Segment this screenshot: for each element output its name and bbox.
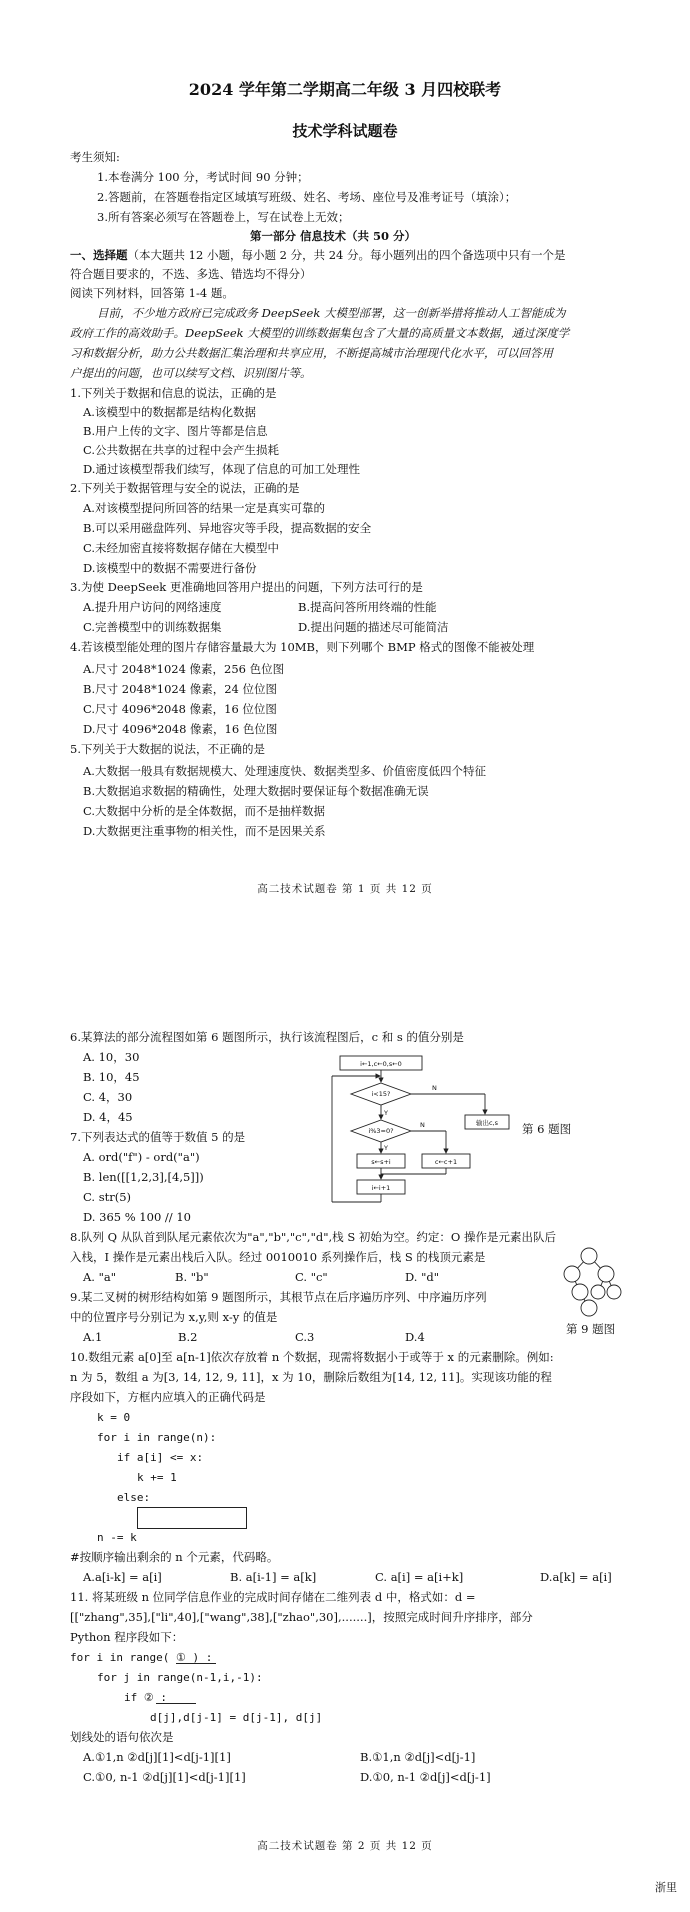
q11-option-d: D.①0, n-1 ②d[j]<d[j-1]	[360, 1770, 491, 1784]
q2-option-a: A.对该模型提问所回答的结果一定是真实可靠的	[83, 501, 325, 515]
tree-node	[591, 1285, 605, 1299]
passage-line-1: 目前，不少地方政府已完成政务 DeepSeek 大模型部署，这一创新举措将推动人工智能成为	[97, 306, 566, 320]
q5-option-b: B.大数据追求数据的精确性，处理大数据时要保证每个数据准确无误	[83, 784, 429, 798]
notice-3: 3.所有答案必须写在答题卷上，写在试卷上无效；	[97, 210, 350, 224]
q1-option-a: A.该模型中的数据都是结构化数据	[83, 405, 256, 419]
q9-binary-tree	[556, 1246, 622, 1318]
flow-yes-label-2: Y	[384, 1144, 388, 1152]
q4-option-d: D.尺寸 4096*2048 像素，16 色位图	[83, 722, 278, 736]
q11-line1: 11. 将某班级 n 位同学信息作业的完成时间存储在二维列表 d 中，格式如：d =	[70, 1590, 476, 1604]
q10-code-2: for i in range(n):	[97, 1431, 217, 1444]
tree-node	[598, 1266, 614, 1282]
tree-node-root	[581, 1248, 597, 1264]
q7-option-a: A. ord("f") - ord("a")	[83, 1150, 200, 1164]
passage-line-4: 户提出的问题，也可以续写文档、识别图片等。	[70, 366, 312, 380]
notice-heading: 考生须知:	[70, 150, 120, 164]
q3-stem: 3.为使 DeepSeek 更准确地回答用户提出的问题，下列方法可行的是	[70, 580, 423, 594]
q11-line2: [["zhang",35],["li",40],["wang",38],["zhao",30],.......]，按照完成时间升序排序，部分	[70, 1610, 533, 1624]
part-title: 第一部分 信息技术（共 50 分）	[250, 229, 417, 243]
q10-line2: n 为 5，数组 a 为[3, 14, 12, 9, 11]，x 为 10，删除后数组为[14, 12, 11]。实现该功能的程	[70, 1370, 552, 1384]
flow-output-text: 输出c,s	[475, 1119, 499, 1127]
q5-stem: 5.下列关于大数据的说法，不正确的是	[70, 742, 265, 756]
q6-option-b: B. 10，45	[83, 1070, 140, 1084]
q4-option-a: A.尺寸 2048*1024 像素，256 色位图	[83, 662, 285, 676]
flow-cond2-text: i%3=0?	[368, 1127, 394, 1135]
q11-blank-1-underline	[176, 1663, 216, 1664]
q5-option-c: C.大数据中分析的是全体数据，而不是抽样数据	[83, 804, 326, 818]
q9-line2: 中的位置序号分别记为 x,y,则 x-y 的值是	[70, 1310, 278, 1324]
q11-code-2: for j in range(n-1,i,-1):	[97, 1671, 263, 1684]
tree-node	[564, 1266, 580, 1282]
q7-option-d: D. 365 % 100 // 10	[83, 1210, 191, 1224]
corner-watermark: 浙里	[655, 1881, 677, 1894]
q9-option-c: C.3	[295, 1330, 315, 1344]
q10-line1: 10.数组元素 a[0]至 a[n-1]依次存放着 n 个数据，现需将数据小于或等于 x 的元素删除。例如:	[70, 1350, 554, 1364]
q2-option-c: C.未经加密直接将数据存储在大模型中	[83, 541, 280, 555]
notice-2: 2.答题前，在答题卷指定区域填写班级、姓名、考场、座位号及准考证号（填涂）；	[97, 190, 517, 204]
q10-option-d: D.a[k] = a[i]	[540, 1570, 612, 1584]
q8-option-d: D. "d"	[405, 1270, 440, 1284]
section-description	[70, 248, 566, 263]
q11-option-a: A.①1,n ②d[j][1]<d[j-1][1]	[83, 1750, 231, 1764]
q3-option-c: C.完善模型中的训练数据集	[83, 620, 222, 634]
q6-option-d: D. 4，45	[83, 1110, 133, 1124]
q11-code-1: for i in range( ① ) :	[70, 1651, 213, 1664]
q6-option-a: A. 10，30	[83, 1050, 140, 1064]
q2-option-b: B.可以采用磁盘阵列、异地容灾等手段，提高数据的安全	[83, 521, 372, 535]
q3-option-b: B.提高问答所用终端的性能	[298, 600, 437, 614]
q7-option-b: B. len([[1,2,3],[4,5]])	[83, 1170, 204, 1184]
q10-option-b: B. a[i-1] = a[k]	[230, 1570, 317, 1584]
exam-title: 2024 学年第二学期高二年级 3 月四校联考	[188, 80, 502, 99]
section-heading: 一、选择题	[70, 248, 128, 262]
flow-no-label-1: N	[432, 1084, 437, 1092]
q11-code-3: if ② :	[124, 1691, 167, 1704]
q10-option-c: C. a[i] = a[i+k]	[375, 1570, 464, 1584]
tree-node	[572, 1284, 588, 1300]
q1-option-b: B.用户上传的文字、图片等都是信息	[83, 424, 268, 438]
q10-code-1: k = 0	[97, 1411, 131, 1424]
q9-option-a: A.1	[83, 1330, 103, 1344]
tree-node	[581, 1300, 597, 1316]
tree-node	[607, 1285, 621, 1299]
q1-option-c: C.公共数据在共享的过程中会产生损耗	[83, 443, 280, 457]
q6-figure-caption: 第 6 题图	[522, 1122, 572, 1136]
q9-option-d: D.4	[405, 1330, 425, 1344]
q10-code-6: n -= k	[97, 1531, 137, 1544]
q10-option-a: A.a[i-k] = a[i]	[83, 1570, 162, 1584]
reading-intro: 阅读下列材料，回答第 1-4 题。	[70, 286, 234, 300]
q4-option-c: C.尺寸 4096*2048 像素，16 位位图	[83, 702, 277, 716]
q11-ask: 划线处的语句依次是	[70, 1730, 174, 1744]
q2-stem: 2.下列关于数据管理与安全的说法，正确的是	[70, 481, 300, 495]
q9-line1: 9.某二叉树的树形结构如第 9 题图所示，其根节点在后序遍历序列、中序遍历序列	[70, 1290, 487, 1304]
q10-line3: 序段如下，方框内应填入的正确代码是	[70, 1390, 266, 1404]
flow-init-text: i←1,c←0,s←0	[360, 1060, 402, 1068]
exam-subtitle: 技术学科试题卷	[292, 122, 398, 140]
flow-i-text: i←i+1	[371, 1184, 391, 1192]
q8-option-c: C. "c"	[295, 1270, 328, 1284]
q10-code-3: if a[i] <= x:	[117, 1451, 204, 1464]
q7-option-c: C. str(5)	[83, 1190, 132, 1204]
section-desc-line1: （本大题共 12 小题，每小题 2 分，共 24 分。每小题列出的四个备选项中只有一个是	[127, 248, 566, 262]
q6-flowchart	[320, 1052, 530, 1212]
q3-option-d: D.提出问题的描述尽可能简洁	[298, 620, 449, 634]
q9-figure-caption: 第 9 题图	[566, 1322, 616, 1336]
q11-blank-2-underline	[156, 1703, 196, 1704]
section-desc-line2: 符合题目要求的，不选、多选、错选均不得分）	[70, 267, 312, 281]
q11-line3: Python 程序段如下：	[70, 1630, 184, 1644]
passage-line-2: 政府工作的高效助手。DeepSeek 大模型的训练数据集包含了大量的高质量文本数据，通过深度学	[70, 326, 570, 340]
q10-code-4: k += 1	[137, 1471, 177, 1484]
flow-cond1-text: i<15?	[371, 1090, 391, 1098]
flow-no-label-2: N	[420, 1121, 425, 1129]
q7-stem: 7.下列表达式的值等于数值 5 的是	[70, 1130, 246, 1144]
page2-footer: 高二技术试题卷 第 2 页 共 12 页	[257, 1840, 433, 1852]
q11-option-c: C.①0, n-1 ②d[j][1]<d[j-1][1]	[83, 1770, 246, 1784]
q10-answer-box	[137, 1507, 247, 1529]
q10-code-5: else:	[117, 1491, 151, 1504]
q9-option-b: B.2	[178, 1330, 198, 1344]
q6-stem: 6.某算法的部分流程图如第 6 题图所示，执行该流程图后，c 和 s 的值分别是	[70, 1030, 464, 1044]
notice-1: 1.本卷满分 100 分，考试时间 90 分钟；	[97, 170, 309, 184]
page1-footer: 高二技术试题卷 第 1 页 共 12 页	[257, 883, 433, 895]
q1-option-d: D.通过该模型帮我们续写，体现了信息的可加工处理性	[83, 462, 360, 476]
q5-option-a: A.大数据一般具有数据规模大、处理速度快、数据类型多、价值密度低四个特征	[83, 764, 486, 778]
q6-option-c: C. 4，30	[83, 1090, 133, 1104]
q3-option-a: A.提升用户访问的网络速度	[83, 600, 222, 614]
q2-option-d: D.该模型中的数据不需要进行备份	[83, 561, 257, 575]
flow-yes-label-1: Y	[384, 1109, 388, 1117]
q11-code-4: d[j],d[j-1] = d[j-1], d[j]	[150, 1711, 323, 1724]
q10-comment: #按顺序输出剩余的 n 个元素，代码略。	[70, 1550, 279, 1564]
flow-c-text: c←c+1	[434, 1158, 458, 1166]
q4-stem: 4.若该模型能处理的图片存储容量最大为 10MB，则下列哪个 BMP 格式的图像不能被处理	[70, 640, 535, 654]
q1-stem: 1.下列关于数据和信息的说法，正确的是	[70, 386, 277, 400]
q8-option-b: B. "b"	[175, 1270, 209, 1284]
q5-option-d: D.大数据更注重事物的相关性，而不是因果关系	[83, 824, 326, 838]
passage-line-3: 习和数据分析，助力公共数据汇集治理和共享应用，不断提高城市治理现代化水平，可以回答用	[70, 346, 553, 360]
q8-line2: 入栈，I 操作是元素出栈后入队。经过 0010010 系列操作后，栈 S 的栈顶元素是	[70, 1250, 486, 1264]
q4-option-b: B.尺寸 2048*1024 像素，24 位位图	[83, 682, 277, 696]
q11-option-b: B.①1,n ②d[j]<d[j-1]	[360, 1750, 476, 1764]
flow-s-text: s←s+i	[371, 1158, 391, 1166]
q8-line1: 8.队列 Q 从队首到队尾元素依次为"a","b","c","d",栈 S 初始为空。约定：O 操作是元素出队后	[70, 1230, 556, 1244]
q8-option-a: A. "a"	[83, 1270, 117, 1284]
